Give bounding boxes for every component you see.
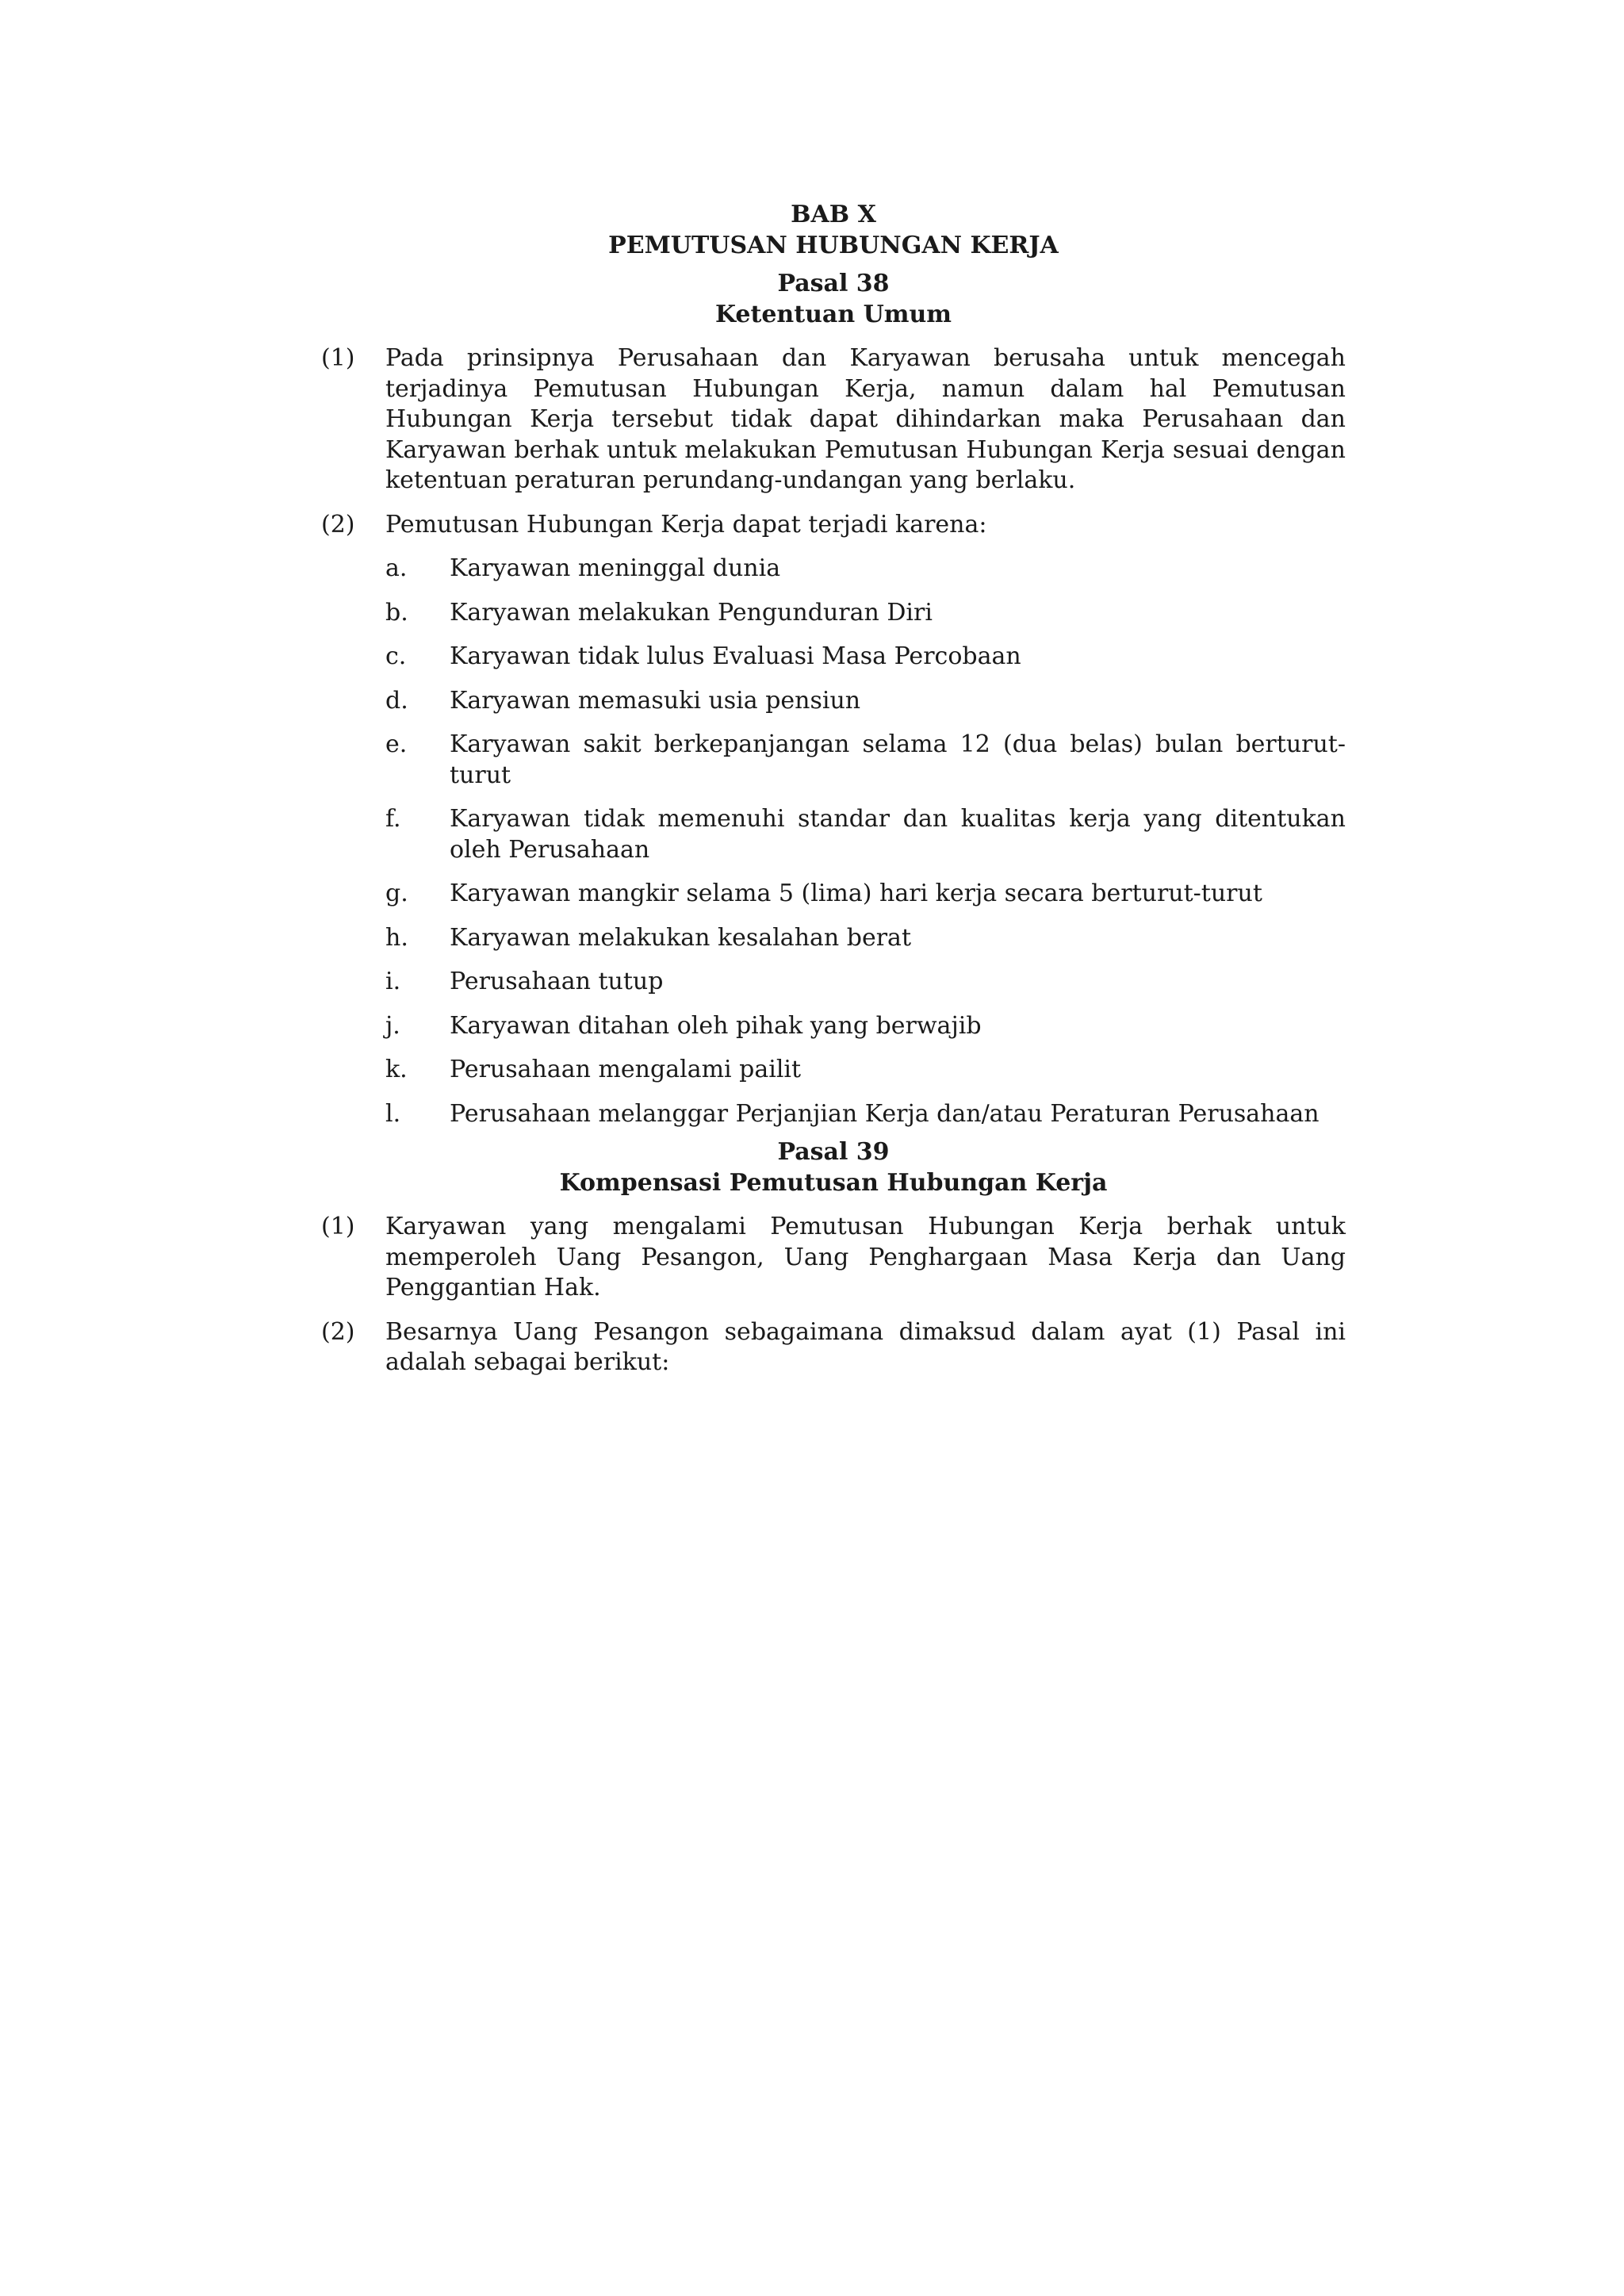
chapter-heading	[321, 200, 1346, 261]
list-item-text: Perusahaan mengalami pailit	[450, 1056, 802, 1083]
list-item-letter: c.	[385, 642, 407, 670]
list-item	[385, 1011, 1346, 1042]
paragraph-text: Karyawan yang mengalami Pemutusan Hubungan Kerja berhak untuk memperoleh Uang Pesangon, Uang Penghargaan Masa Kerja dan Uang Penggantian Hak.	[385, 1213, 1346, 1301]
list-item-text: Karyawan mangkir selama 5 (lima) hari kerja secara berturut-turut	[450, 880, 1262, 907]
article-heading	[321, 269, 1346, 330]
document-body	[321, 200, 1346, 1378]
list-item-text: Karyawan tidak lulus Evaluasi Masa Percobaan	[450, 642, 1021, 670]
article-title: Ketentuan Umum	[714, 300, 952, 328]
chapter-number: BAB X	[791, 201, 876, 228]
list-item	[385, 598, 1346, 629]
paragraph-number: (2)	[321, 510, 355, 539]
list-item-letter: h.	[385, 923, 408, 952]
list-item	[385, 686, 1346, 717]
list-item	[385, 967, 1346, 998]
list-item-letter: j.	[385, 1011, 400, 1040]
paragraph-text: Besarnya Uang Pesangon sebagaimana dimaksud dalam ayat (1) Pasal ini adalah sebagai berikut:	[385, 1317, 1346, 1376]
paragraph	[321, 1317, 1346, 1378]
list-item-letter: e.	[385, 730, 408, 758]
article-title: Kompensasi Pemutusan Hubungan Kerja	[559, 1168, 1108, 1197]
list-item-letter: f.	[385, 805, 401, 833]
article-number: Pasal 38	[777, 270, 890, 297]
article-number: Pasal 39	[777, 1138, 890, 1166]
paragraph	[321, 510, 1346, 541]
list-item-text: Karyawan melakukan Pengunduran Diri	[450, 598, 933, 627]
list-item-letter: d.	[385, 686, 408, 715]
list-item-letter: k.	[385, 1056, 408, 1083]
paragraph-number: (2)	[321, 1317, 355, 1346]
list-item-text: Karyawan memasuki usia pensiun	[450, 686, 861, 715]
list-item-text: Karyawan ditahan oleh pihak yang berwajib	[450, 1011, 982, 1040]
list-item-text: Karyawan tidak memenuhi standar dan kualitas kerja yang ditentukan oleh Perusahaan	[450, 805, 1346, 864]
list-item-letter: l.	[385, 1099, 401, 1128]
paragraph-text: Pada prinsipnya Perusahaan dan Karyawan berusaha untuk mencegah terjadinya Pemutusan Hubungan Kerja, namun dalam hal Pemutusan Hubungan Kerja tersebut tidak dapat dihindarkan maka Perusahaan dan Karyawan berhak untuk melakukan Pemutusan Hubungan Kerja sesuai dengan ketentuan peraturan perundang-undangan yang berlaku.	[385, 344, 1346, 494]
list-item-letter: i.	[385, 968, 401, 995]
list-item-text: Perusahaan tutup	[450, 968, 664, 995]
list-item	[385, 642, 1346, 673]
article-heading	[321, 1137, 1346, 1198]
chapter-title: PEMUTUSAN HUBUNGAN KERJA	[608, 231, 1059, 259]
paragraph	[321, 343, 1346, 496]
list-item-text: Karyawan sakit berkepanjangan selama 12 (dua belas) bulan berturut-turut	[450, 730, 1346, 789]
list-item	[385, 879, 1346, 910]
list-item-letter: g.	[385, 880, 408, 907]
paragraph	[321, 1212, 1346, 1304]
paragraph-text: Pemutusan Hubungan Kerja dapat terjadi karena:	[385, 510, 987, 539]
list-item	[385, 730, 1346, 791]
list-item	[385, 554, 1346, 585]
list-item-text: Karyawan melakukan kesalahan berat	[450, 923, 911, 952]
list-item-letter: a.	[385, 554, 408, 582]
list-item	[385, 1055, 1346, 1086]
list-item	[385, 1099, 1346, 1130]
list-item	[385, 923, 1346, 954]
list-item-letter: b.	[385, 598, 408, 627]
paragraph-number: (1)	[321, 1213, 355, 1240]
list-item	[385, 804, 1346, 865]
list-item-text: Karyawan meninggal dunia	[450, 554, 781, 582]
paragraph-number: (1)	[321, 344, 355, 372]
list-item-text: Perusahaan melanggar Perjanjian Kerja dan/atau Peraturan Perusahaan	[450, 1099, 1320, 1128]
